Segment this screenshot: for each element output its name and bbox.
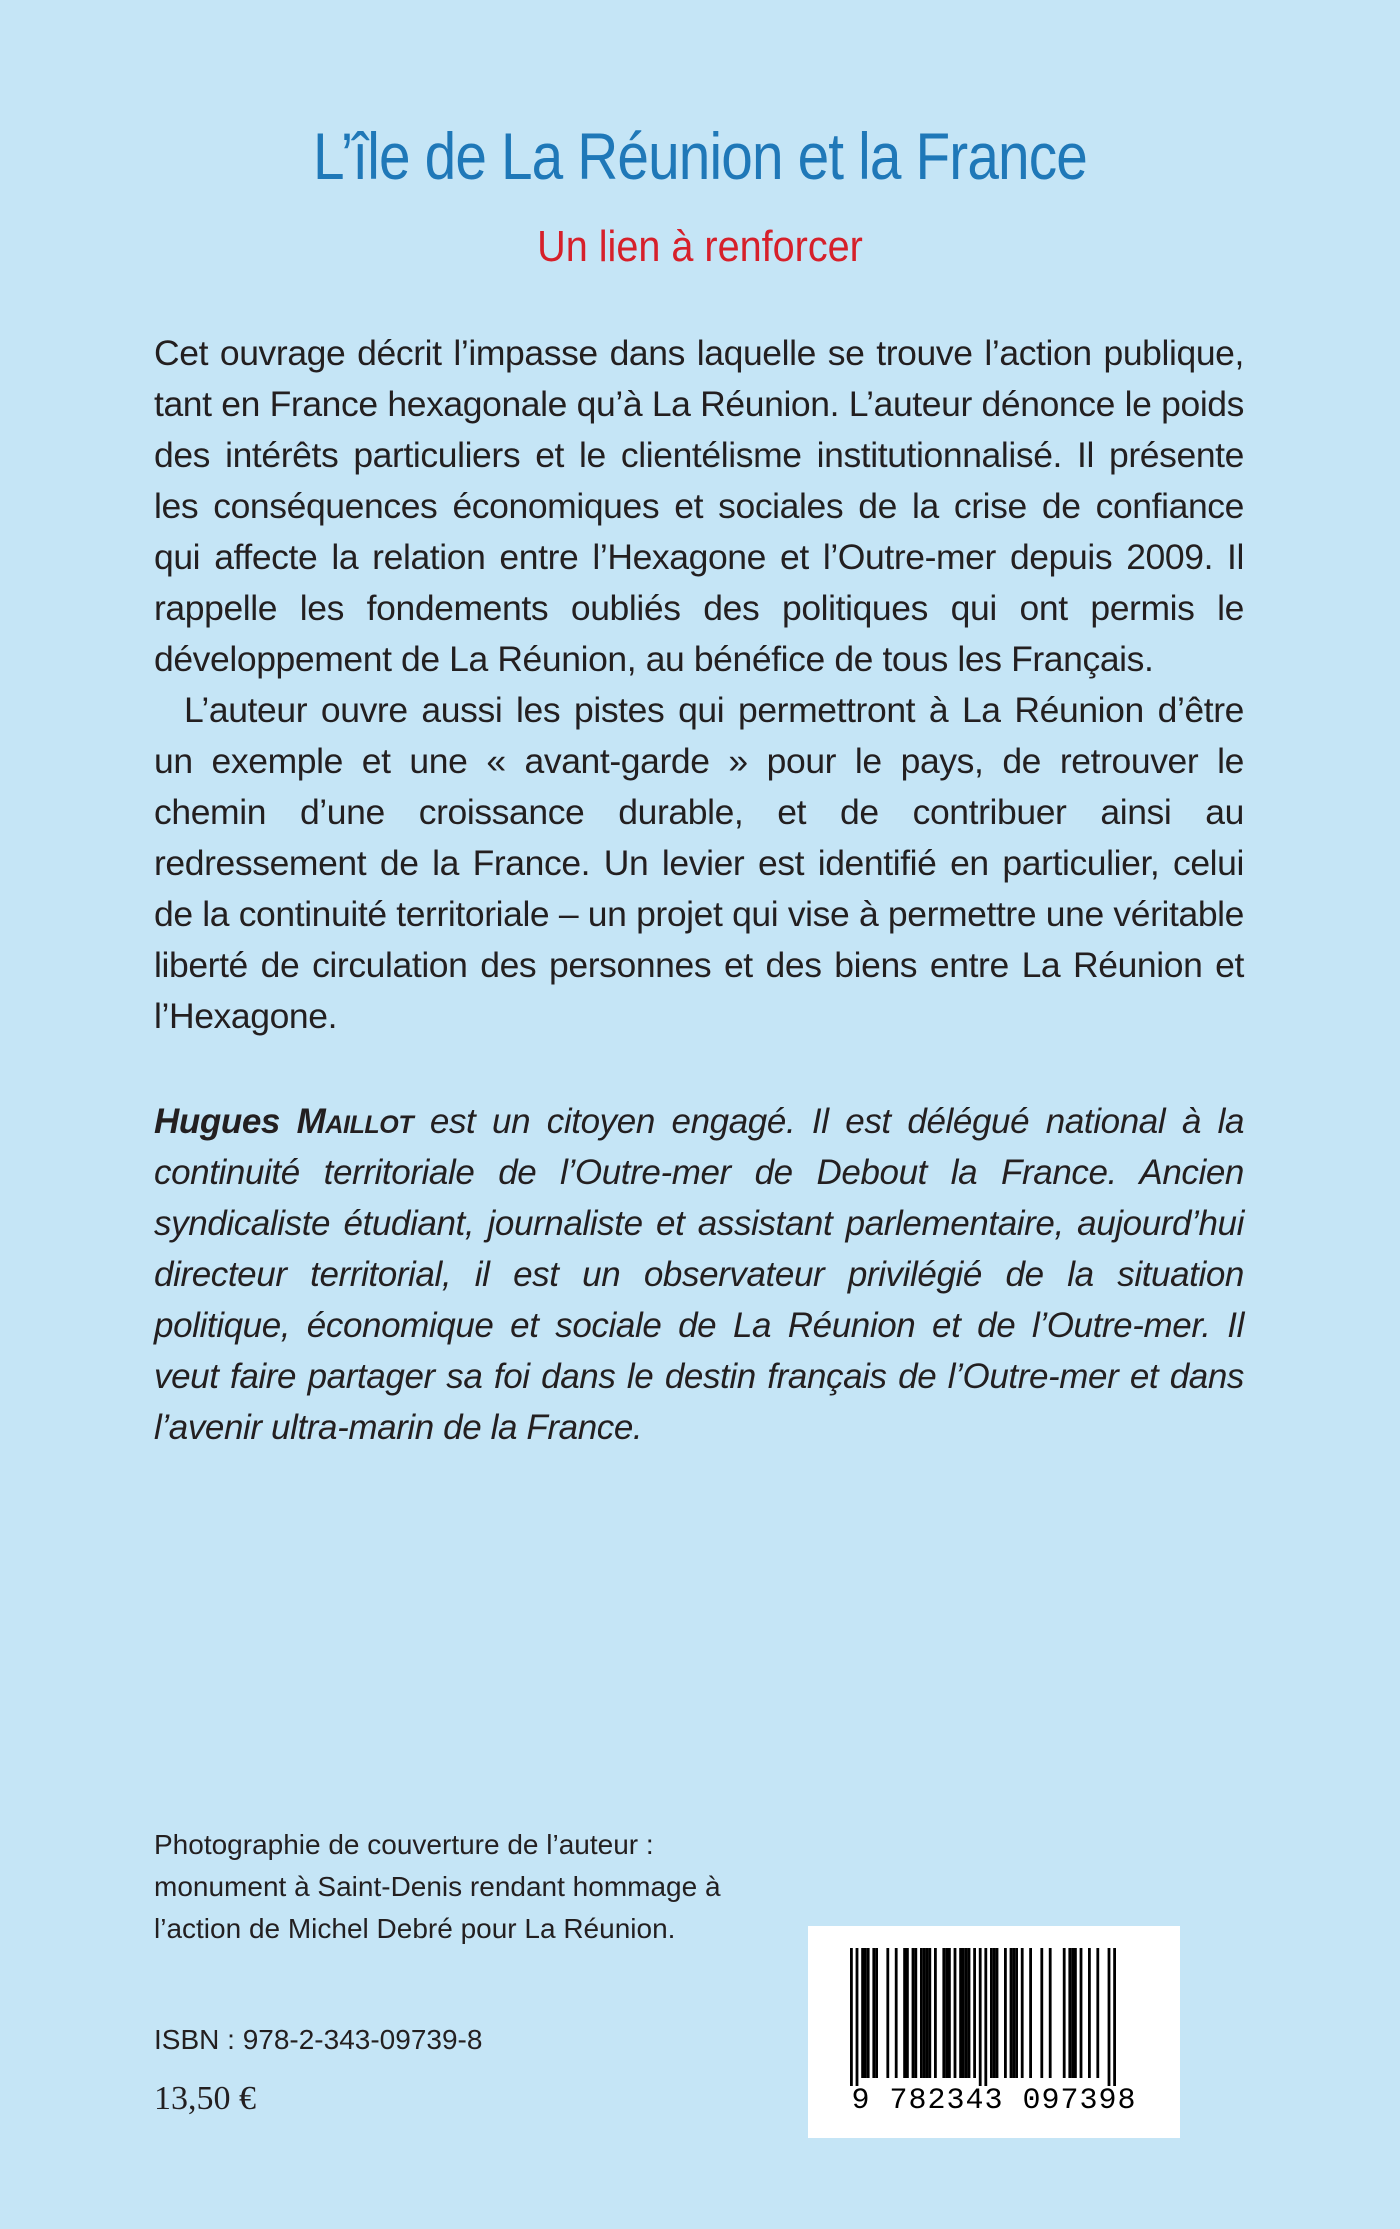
photo-credit (154, 1824, 794, 1950)
barcode-bar (914, 1948, 917, 2078)
barcode-bar (954, 1948, 957, 2078)
book-subtitle: Un lien à renforcer (537, 222, 863, 271)
barcode-bar (926, 1948, 929, 2078)
author-first-name: Hugues (154, 1102, 280, 1141)
barcode-bar (875, 1948, 878, 2078)
barcode-bar (1040, 1948, 1043, 2078)
photo-credit-line: monument à Saint-Denis rendant hommage à (154, 1871, 721, 1902)
barcode-bar (1015, 1948, 1018, 2078)
barcode-bar (1010, 1948, 1013, 2078)
photo-credit-line: l’action de Michel Debré pour La Réunion. (154, 1913, 676, 1944)
barcode-bar (920, 1948, 923, 2078)
barcode-bar (984, 1948, 987, 2086)
barcode-digits: 9 782343 097398 (851, 2084, 1137, 2118)
barcode-bar (968, 1948, 971, 2078)
barcode-bar (1063, 1948, 1066, 2078)
barcode-bar (1113, 1948, 1116, 2086)
blurb (154, 328, 1244, 1042)
barcode-bar (993, 1948, 996, 2078)
barcode-bars (808, 1926, 1180, 2086)
photo-credit-line: Photographie de couverture de l’auteur : (154, 1829, 654, 1860)
barcode-bar (864, 1948, 867, 2078)
barcode-bar (906, 1948, 909, 2078)
barcode-bar (1108, 1948, 1111, 2086)
barcode-bar (1029, 1948, 1032, 2078)
barcode-bar (1068, 1948, 1071, 2078)
barcode-bar (856, 1948, 859, 2086)
barcode-bar (1049, 1948, 1052, 2078)
author-bio-text: est un citoyen engagé. Il est délégué national à la continuité territoriale de l’Outre-mer de Debout la France. Ancien syndicaliste étudiant, journaliste et assistant parlementaire, aujourd’hui directeur territorial, il est un observateur privilégié de la situation politique, économique et sociale de La Réunion et de l’Outre-mer. Il veut faire partager sa foi dans le destin français de l’Outre-mer et dans l’avenir ultra-marin de la France. (154, 1102, 1245, 1447)
barcode-bar (942, 1948, 945, 2078)
barcode-bar (903, 1948, 906, 2078)
barcode-bar (1012, 1948, 1015, 2078)
barcode-bar (1004, 1948, 1007, 2078)
barcode-bar (923, 1948, 926, 2078)
author-last-name: Maillot (296, 1102, 414, 1141)
barcode-bar (1088, 1948, 1091, 2078)
barcode-bar (959, 1948, 962, 2078)
blurb-paragraph-1: Cet ouvrage décrit l’impasse dans laquelle se trouve l’action publique, tant en France hexagonale qu’à La Réunion. L’auteur dénonce le poids des intérêts particuliers et le clientélisme institutionnalisé. Il présente les conséquences économiques et sociales de la crise de confiance qui affecte la relation entre l’Hexagone et l’Outre-mer depuis 2009. Il rappelle les fondements oubliés des politiques qui ont permis le développement de La Réunion, au bénéfice de tous les Français. (154, 333, 1244, 679)
barcode-bar (965, 1948, 968, 2078)
barcode-bar (1021, 1948, 1024, 2078)
barcode-bar (948, 1948, 951, 2078)
barcode-bar (872, 1948, 875, 2078)
barcode-bar (990, 1948, 993, 2078)
price: 13,50 € (154, 2080, 256, 2117)
barcode-bar (886, 1948, 889, 2078)
barcode (808, 1926, 1180, 2138)
barcode-bar (934, 1948, 937, 2078)
book-title: L’île de La Réunion et la France (313, 119, 1087, 193)
author-bio (154, 1096, 1244, 1453)
barcode-bar (945, 1948, 948, 2078)
barcode-bar (861, 1948, 864, 2078)
barcode-bar (928, 1948, 931, 2078)
barcode-bar (1071, 1948, 1074, 2078)
barcode-bar (996, 1948, 999, 2078)
barcode-bar (962, 1948, 965, 2078)
barcode-bar (895, 1948, 898, 2078)
barcode-bar (1074, 1948, 1077, 2078)
barcode-bar (850, 1948, 853, 2086)
barcode-bar (1080, 1948, 1083, 2078)
isbn: ISBN : 978-2-343-09739-8 (154, 2024, 483, 2055)
barcode-bar (973, 1948, 976, 2078)
blurb-paragraph-2: L’auteur ouvre aussi les pistes qui permettront à La Réunion d’être un exemple et une « avant-garde » pour le pays, de retrouver le chemin d’une croissance durable, et de contribuer ainsi au redressement de la France. Un levier est identifié en particulier, celui de la continuité territoriale – un projet qui vise à permettre une véritable liberté de circulation des personnes et des biens entre La Réunion et l’Hexagone. (154, 690, 1244, 1036)
barcode-bar (1096, 1948, 1099, 2078)
barcode-bar (867, 1948, 870, 2078)
barcode-bar (912, 1948, 915, 2078)
barcode-bar (979, 1948, 982, 2086)
